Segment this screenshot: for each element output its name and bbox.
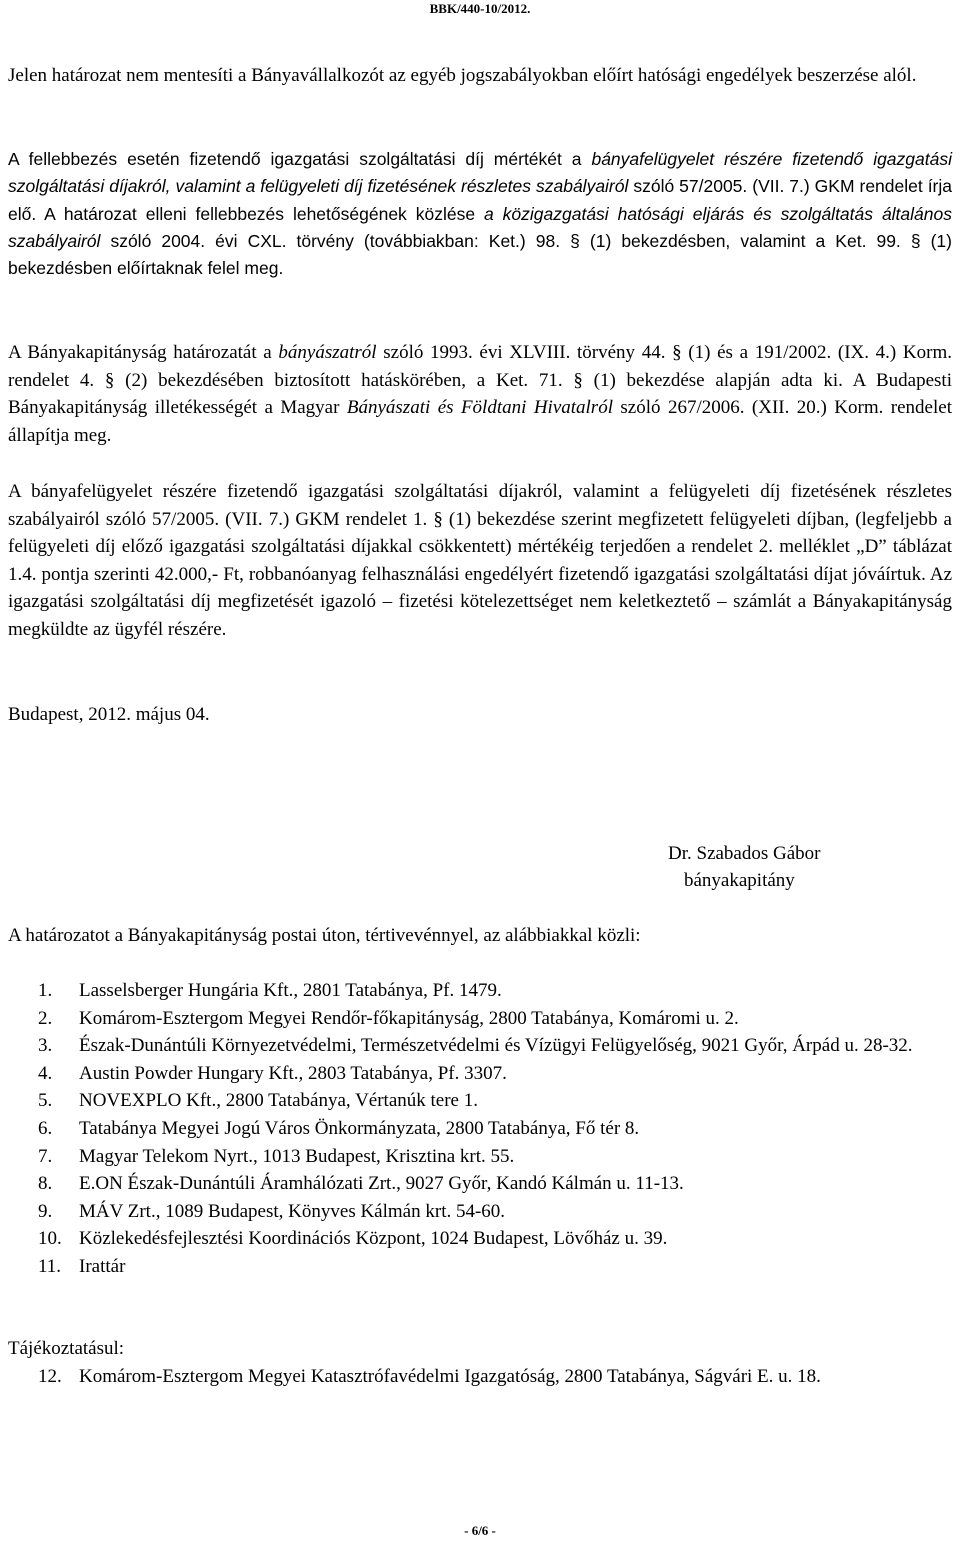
authority-text-3: szóló 267/2006. (XII. 20.) Korm. rendelet állapítja meg.	[8, 397, 952, 446]
list-item	[0, 1060, 960, 1088]
list-item-text: Austin Powder Hungary Kft., 2803 Tatabánya, Pf. 3307.	[79, 1062, 507, 1084]
list-item	[0, 1115, 960, 1143]
appeal-fee-text-2: szóló 57/2005. (VII. 7.) GKM rendelet írja elő.	[8, 176, 952, 224]
appeal-fee-text-1: A fellebbezés esetén fizetendő igazgatási szolgáltatási díj mértékét a	[8, 149, 592, 169]
list-item	[0, 1198, 960, 1226]
list-item-number: 7.	[38, 1145, 53, 1167]
list-item-text: Komárom-Esztergom Megyei Katasztrófavédelmi Igazgatóság, 2800 Tatabánya, Ságvári E. u. 18.	[79, 1366, 821, 1387]
list-item	[0, 1170, 960, 1198]
list-item-number: 9.	[38, 1200, 53, 1222]
mining-law-title: bányászatról	[278, 342, 377, 363]
list-item-text: Közlekedésfejlesztési Koordinációs Központ, 1024 Budapest, Lövőház u. 39.	[79, 1228, 668, 1250]
page-number: - 6/6 -	[464, 1523, 496, 1538]
paragraph-fee-credit: A bányafelügyelet részére fizetendő igazgatási szolgáltatási díjakról, valamint a felügyeleti díj fizetésének részletes szabályairól szóló 57/2005. (VII. 7.) GKM rendelet 1. § (1) bekezdése szerint megfizetett felügyeleti díjban, (legfeljebb a felügyeleti díj előző igazgatási szolgáltatási díjakkal csökkentett) mértékéig terjedően a rendelet 2. melléklet „D” táblázat 1.4. pontja szerinti 42.000,- Ft, robbanóanyag felhasználási engedélyért fizetendő igazgatási szolgáltatási díjat jóváírtuk. Az igazgatási szolgáltatási díj megfizetését igazoló – fizetési kötelezettséget nem keletkeztető – számlát a Bányakapitányság megküldte az ügyfél részére.	[8, 481, 952, 640]
list-item-text: Irattár	[79, 1255, 126, 1277]
paragraph-permits-notice: Jelen határozat nem mentesíti a Bányavállalkozót az egyéb jogszabályokban előírt hatósági engedélyek beszerzése alól.	[8, 65, 917, 86]
list-item-text: NOVEXPLO Kft., 2800 Tatabánya, Vértanúk tere 1.	[79, 1090, 478, 1112]
list-item-number: 5.	[38, 1090, 53, 1112]
list-item-number: 12.	[38, 1366, 62, 1387]
list-item-text: Lasselsberger Hungária Kft., 2801 Tatabánya, Pf. 1479.	[79, 980, 502, 1001]
place-and-date: Budapest, 2012. május 04.	[8, 704, 210, 725]
list-item-number: 6.	[38, 1117, 53, 1139]
list-item	[0, 1087, 960, 1115]
paragraph-authority-basis	[8, 339, 952, 449]
document-number-header: BBK/440-10/2012.	[429, 1, 531, 16]
list-item-number: 3.	[38, 1035, 53, 1057]
list-item-number: 10.	[38, 1228, 62, 1250]
paragraph-appeal-fee	[8, 146, 952, 282]
list-item	[0, 1143, 960, 1171]
list-item-text: Észak-Dunántúli Környezetvédelmi, Természetvédelmi és Vízügyi Felügyelőség, 9021 Győr, Árpád u. 28-32.	[79, 1035, 913, 1057]
distribution-intro: A határozatot a Bányakapitányság postai úton, tértivevénnyel, az alábbiakkal közli:	[8, 925, 641, 946]
authority-text-1: A Bányakapitányság határozatát a	[8, 342, 279, 363]
distribution-list	[0, 977, 960, 1281]
list-item	[0, 977, 960, 1005]
mining-office-title: Bányászati és Földtani Hivatalról	[346, 397, 613, 418]
list-item-number: 4.	[38, 1062, 53, 1084]
list-item-text: Komárom-Esztergom Megyei Rendőr-főkapitányság, 2800 Tatabánya, Komáromi u. 2.	[79, 1007, 739, 1029]
list-item-number: 1.	[38, 980, 53, 1001]
list-item	[0, 1363, 960, 1391]
list-item-text: Magyar Telekom Nyrt., 1013 Budapest, Krisztina krt. 55.	[79, 1145, 515, 1167]
appeal-fee-text-3: A határozat elleni fellebbezés lehetőségének közlése	[36, 203, 484, 224]
signature-title: bányakapitány	[684, 870, 795, 891]
list-item	[0, 1253, 960, 1281]
list-item	[0, 1225, 960, 1253]
list-item	[0, 1032, 960, 1060]
list-item-number: 2.	[38, 1007, 53, 1029]
appeal-fee-text-4: szóló 2004. évi CXL. törvény (továbbiakban: Ket.) 98. § (1) bekezdésben, valamint a Ket. 99. § (1) bekezdésben előírtaknak felel meg.	[8, 230, 952, 279]
info-recipients-list	[0, 1363, 960, 1391]
authority-text-2: szóló 1993. évi XLVIII. törvény 44. § (1) és a 191/2002. (IX. 4.) Korm. rendelet 4. § (2) bekezdésében biztosított hatáskörében, a Ket. 71. § (1) bekezdése alapján adta ki. A Budapesti Bányakapitányság illetékességét a Magyar	[8, 342, 952, 418]
signature-name: Dr. Szabados Gábor	[668, 843, 821, 864]
administrative-procedure-law-title: a közigazgatási hatósági eljárás és szolgáltatás általános szabályairól	[8, 203, 952, 251]
info-recipients-label: Tájékoztatásul:	[8, 1338, 125, 1359]
appeal-fee-regulation-title: bányafelügyelet részére fizetendő igazgatási szolgáltatási díjakról, valamint a felügyeleti díj fizetésének részletes szabályairól	[8, 149, 952, 197]
list-item-number: 8.	[38, 1173, 53, 1195]
list-item-text: E.ON Észak-Dunántúli Áramhálózati Zrt., 9027 Győr, Kandó Kálmán u. 11-13.	[79, 1173, 684, 1195]
list-item-text: Tatabánya Megyei Jogú Város Önkormányzata, 2800 Tatabánya, Fő tér 8.	[79, 1117, 640, 1139]
list-item-number: 11.	[38, 1255, 62, 1277]
list-item	[0, 1005, 960, 1033]
list-item-text: MÁV Zrt., 1089 Budapest, Könyves Kálmán krt. 54-60.	[79, 1200, 506, 1222]
